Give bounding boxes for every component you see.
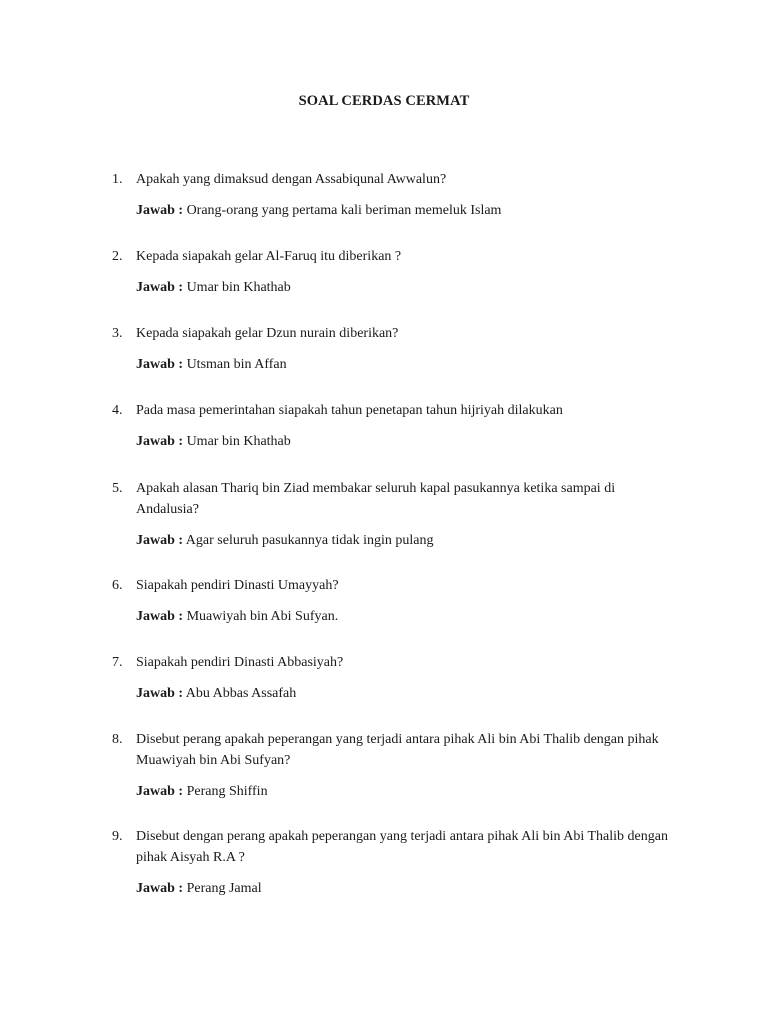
question-text: Disebut perang apakah peperangan yang terjadi antara pihak Ali bin Abi Thalib dengan pihak Muawiyah bin Abi Sufyan?	[136, 732, 659, 768]
question	[112, 323, 672, 344]
question-number: 6.	[112, 578, 123, 593]
answer-label: Jawab :	[136, 533, 184, 548]
answer	[112, 606, 672, 627]
question-item-6	[112, 575, 672, 627]
question	[112, 575, 672, 596]
question-number: 3.	[112, 326, 123, 341]
answer-text: Orang-orang yang pertama kali beriman memeluk Islam	[186, 203, 502, 218]
question-number: 7.	[112, 655, 123, 670]
question-number: 8.	[112, 732, 123, 747]
question-item-2	[112, 246, 672, 298]
answer-label: Jawab :	[136, 434, 184, 449]
question	[112, 246, 672, 267]
answer-label: Jawab :	[136, 609, 184, 624]
question	[112, 169, 672, 190]
question-item-7	[112, 652, 672, 704]
answer	[112, 431, 672, 452]
question-text: Apakah alasan Thariq bin Ziad membakar seluruh kapal pasukannya ketika sampai di Andalusia?	[136, 481, 616, 517]
question-item-4	[112, 400, 672, 452]
question-text: Kepada siapakah gelar Al-Faruq itu diberikan ?	[136, 249, 402, 264]
question-text: Pada masa pemerintahan siapakah tahun penetapan tahun hijriyah dilakukan	[136, 403, 563, 418]
answer	[112, 683, 672, 704]
question-number: 4.	[112, 403, 123, 418]
question-item-8	[112, 729, 672, 802]
answer-text: Umar bin Khathab	[186, 280, 291, 295]
answer-text: Umar bin Khathab	[186, 434, 291, 449]
answer-label: Jawab :	[136, 357, 184, 372]
question	[112, 400, 672, 421]
question	[112, 478, 672, 520]
answer-text: Utsman bin Affan	[186, 357, 287, 372]
answer	[112, 277, 672, 298]
question-text: Siapakah pendiri Dinasti Umayyah?	[136, 578, 339, 593]
answer	[112, 781, 672, 802]
answer	[112, 530, 672, 551]
page-title: SOAL CERDAS CERMAT	[298, 93, 470, 109]
question-item-3	[112, 323, 672, 375]
question-text: Apakah yang dimaksud dengan Assabiqunal Awwalun?	[136, 172, 447, 187]
question-text: Siapakah pendiri Dinasti Abbasiyah?	[136, 655, 344, 670]
answer-label: Jawab :	[136, 784, 184, 799]
answer-text: Abu Abbas Assafah	[185, 686, 297, 701]
question-item-1	[112, 169, 672, 221]
answer-text: Agar seluruh pasukannya tidak ingin pulang	[185, 533, 434, 548]
answer	[112, 354, 672, 375]
answer-label: Jawab :	[136, 280, 184, 295]
question-number: 9.	[112, 829, 123, 844]
question-item-5	[112, 478, 672, 551]
question-text: Kepada siapakah gelar Dzun nurain diberikan?	[136, 326, 399, 341]
answer-text: Perang Jamal	[186, 881, 262, 896]
question-text: Disebut dengan perang apakah peperangan yang terjadi antara pihak Ali bin Abi Thalib dengan pihak Aisyah R.A ?	[136, 829, 668, 865]
answer-text: Muawiyah bin Abi Sufyan.	[186, 609, 339, 624]
answer	[112, 200, 672, 221]
question	[112, 652, 672, 673]
question-number: 1.	[112, 172, 123, 187]
question-number: 2.	[112, 249, 123, 264]
answer-label: Jawab :	[136, 203, 184, 218]
answer-label: Jawab :	[136, 881, 184, 896]
question-item-9	[112, 826, 672, 899]
question	[112, 729, 672, 771]
answer-text: Perang Shiffin	[186, 784, 268, 799]
answer	[112, 878, 672, 899]
question	[112, 826, 672, 868]
answer-label: Jawab :	[136, 686, 184, 701]
question-number: 5.	[112, 481, 123, 496]
